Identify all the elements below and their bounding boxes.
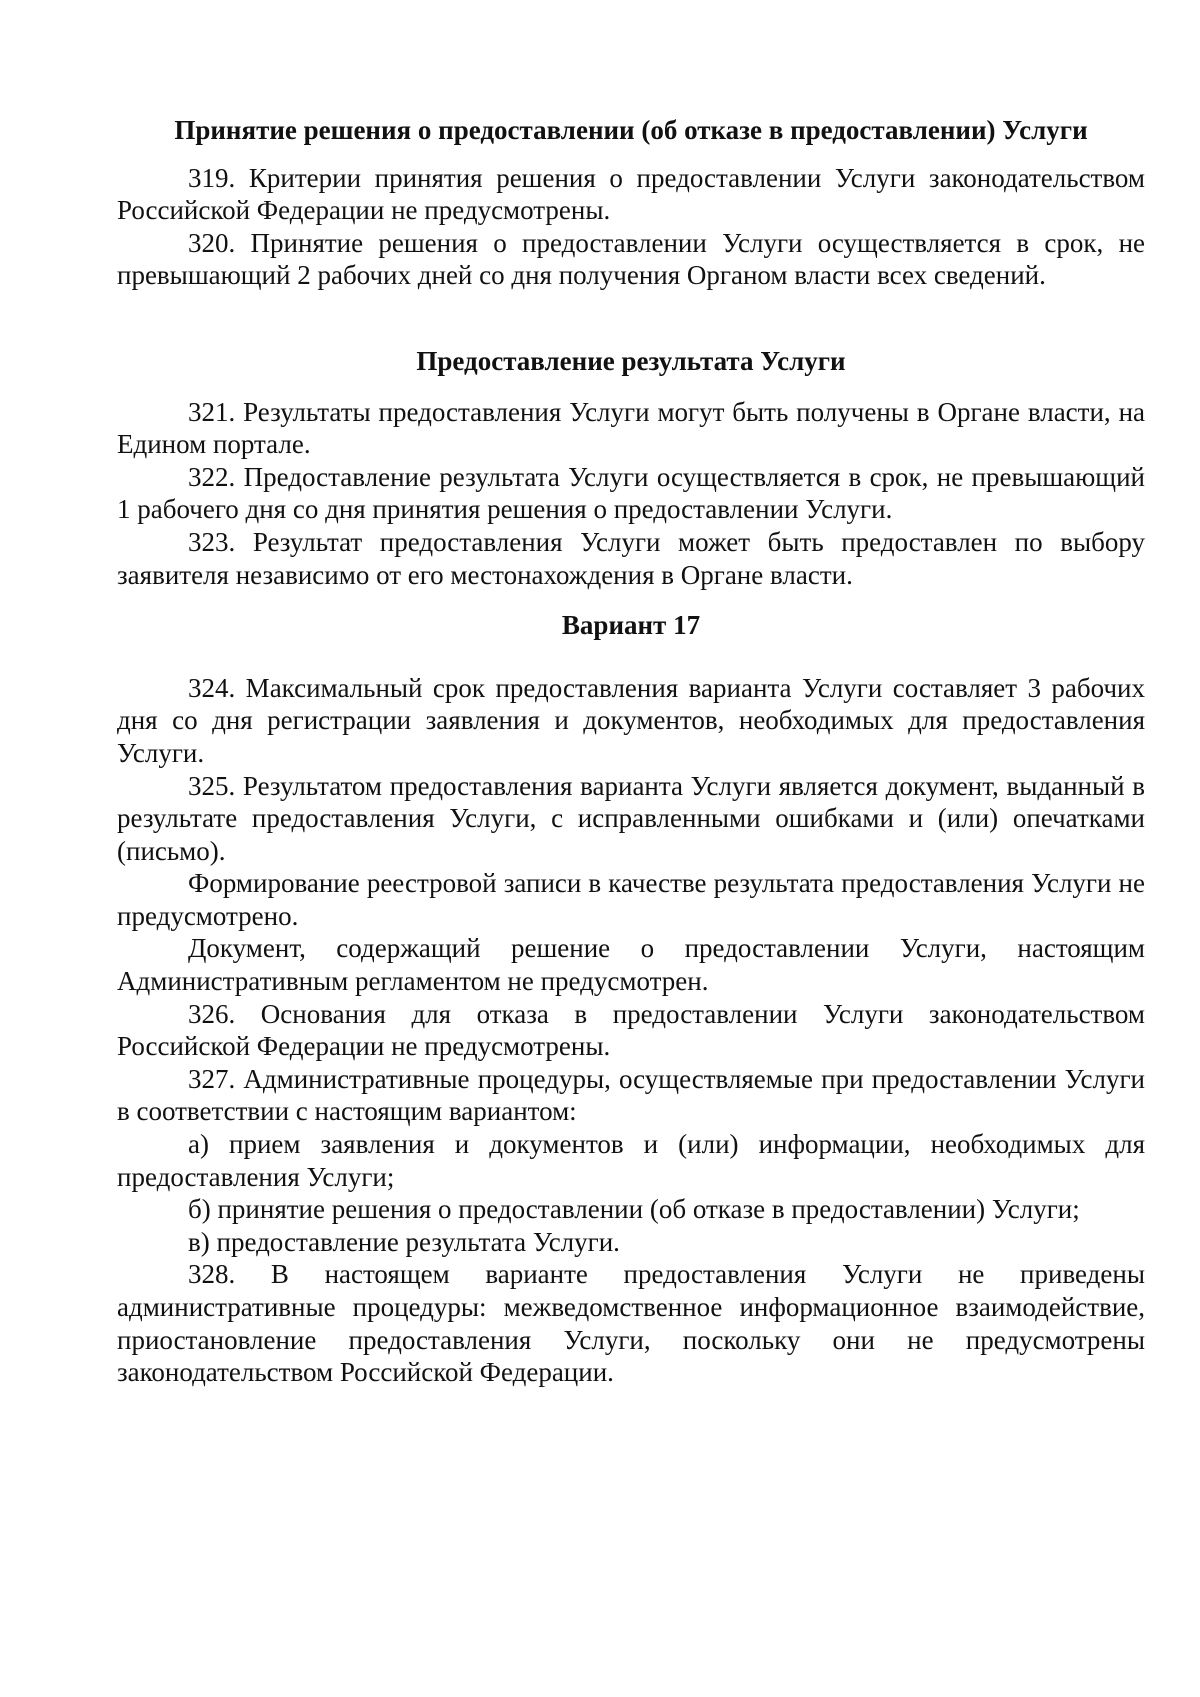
section-heading: Вариант 17 <box>561 610 701 641</box>
section-heading: Принятие решения о предоставлении (об отказе в предоставлении) Услуги <box>174 115 1088 145</box>
paragraph-323: 323. Результат предоставления Услуги может быть предоставлен по выбору заявителя независимо от его местонахождения в Органе власти. <box>117 526 1145 590</box>
paragraph-325: 325. Результатом предоставления варианта Услуги является документ, выданный в результате предоставления Услуги, с исправленными ошибками и (или) опечатками (письмо). <box>117 770 1145 866</box>
paragraph-327: 327. Административные процедуры, осуществляемые при предоставлении Услуги в соответствии с настоящим вариантом: <box>117 1063 1145 1127</box>
paragraph-326: 326. Основания для отказа в предоставлении Услуги законодательством Российской Федерации не предусмотрены. <box>117 998 1145 1062</box>
paragraph-320: 320. Принятие решения о предоставлении Услуги осуществляется в срок, не превышающий 2 рабочих дней со дня получения Органом власти всех сведений. <box>117 227 1145 291</box>
section-heading: Предоставление результата Услуги <box>416 345 846 376</box>
paragraph-325-document: Документ, содержащий решение о предоставлении Услуги, настоящим Административным регламентом не предусмотрен. <box>117 933 1145 997</box>
paragraph-328: 328. В настоящем варианте предоставления Услуги не приведены административные процедуры: межведомственное информационное взаимодействие, приостановление предоставления Услуги, поскольку они не предусмотрены законодательством Российской Федерации. <box>117 1259 1145 1388</box>
paragraph-324: 324. Максимальный срок предоставления варианта Услуги составляет 3 рабочих дня со дня регистрации заявления и документов, необходимых для предоставления Услуги. <box>117 672 1145 768</box>
paragraph-325-registry: Формирование реестровой записи в качестве результата предоставления Услуги не предусмотрено. <box>117 868 1145 931</box>
list-item-a: а) прием заявления и документов и (или) информации, необходимых для предоставления Услуги; <box>117 1129 1145 1192</box>
paragraph-319: 319. Критерии принятия решения о предоставлении Услуги законодательством Российской Федерации не предусмотрены. <box>117 162 1145 226</box>
document-page <box>117 112 1145 1389</box>
list-item-b: б) принятие решения о предоставлении (об отказе в предоставлении) Услуги; <box>188 1194 1080 1225</box>
paragraph-322: 322. Предоставление результата Услуги осуществляется в срок, не превышающий 1 рабочего дня со дня принятия решения о предоставлении Услуги. <box>117 461 1145 525</box>
paragraph-321: 321. Результаты предоставления Услуги могут быть получены в Органе власти, на Едином портале. <box>117 396 1145 460</box>
list-item-c: в) предоставление результата Услуги. <box>188 1226 620 1257</box>
